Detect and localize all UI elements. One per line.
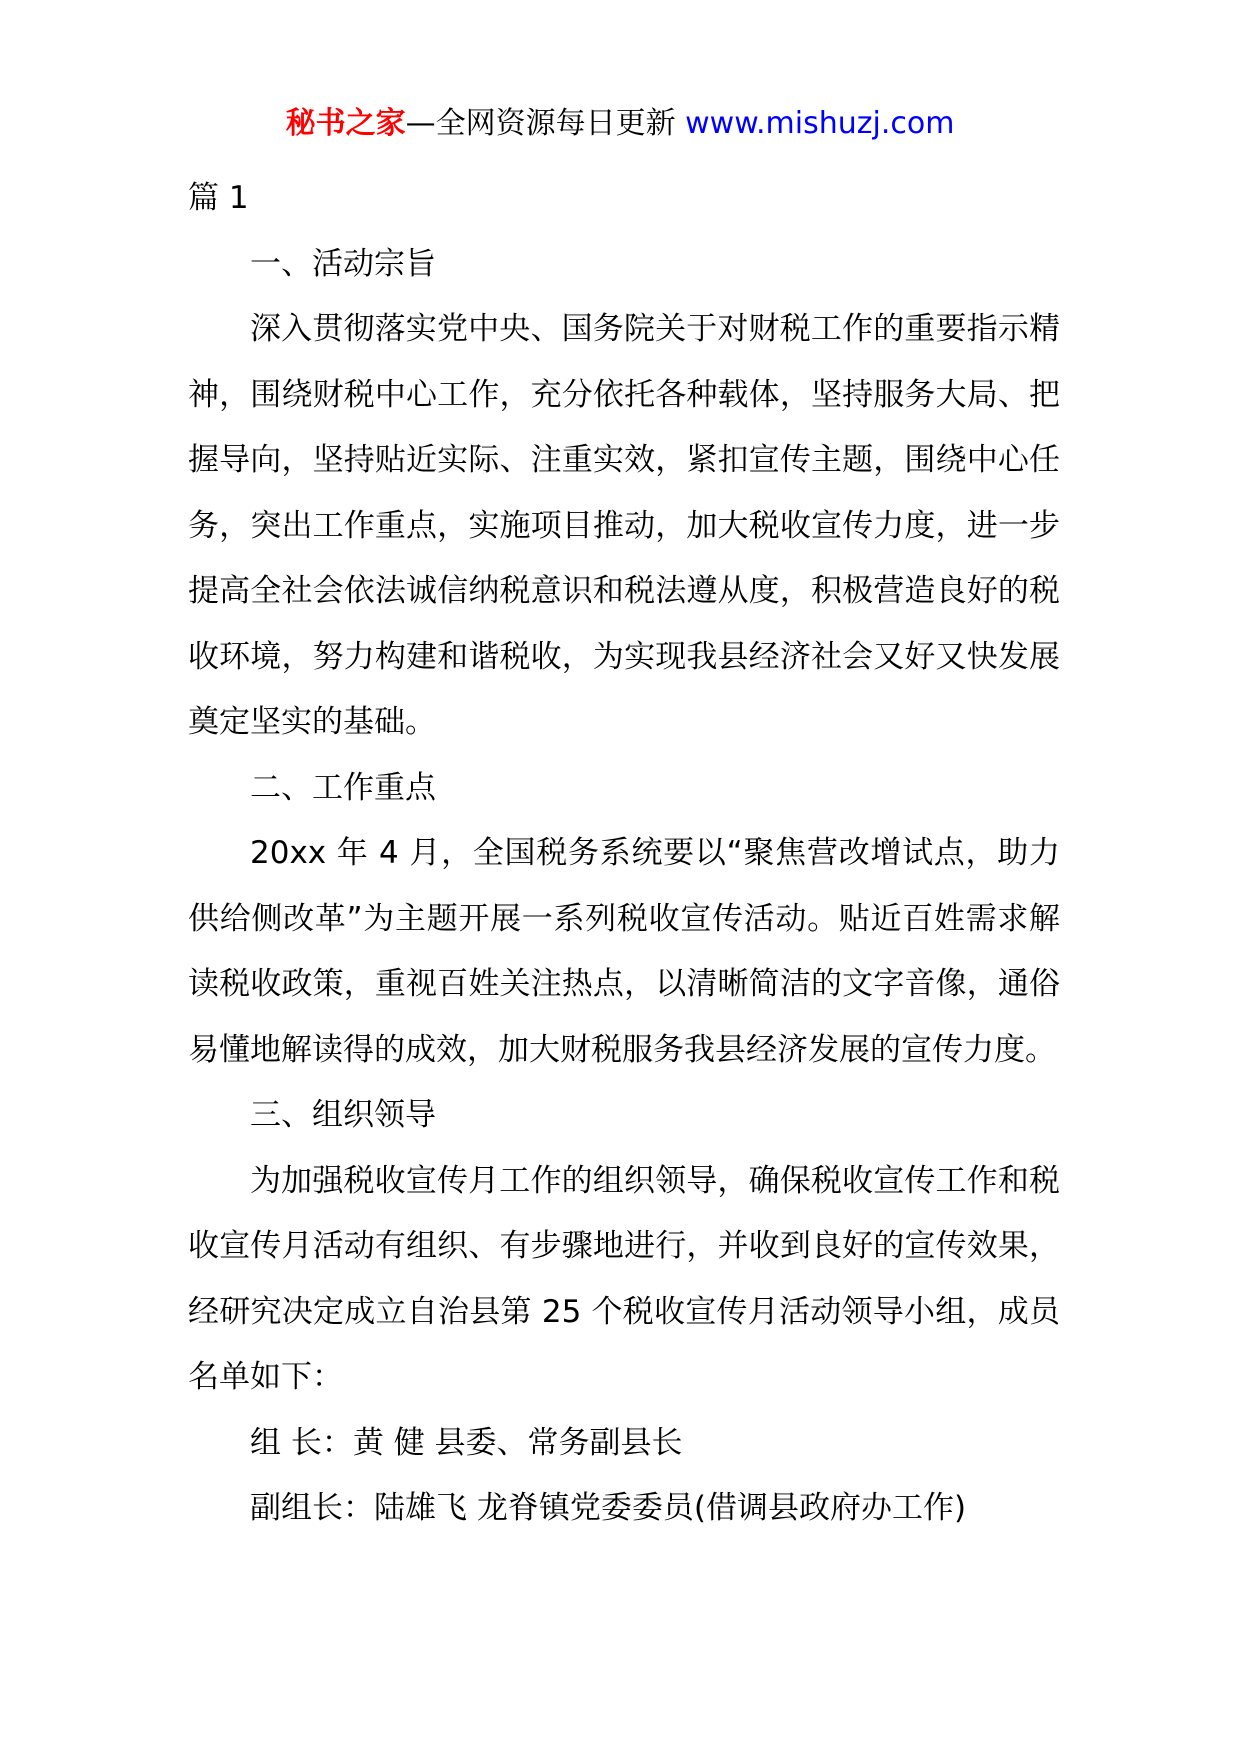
section-heading-leadership: 三、组织领导	[250, 1097, 436, 1133]
site-url-link[interactable]: www.mishuzj.com	[685, 106, 955, 141]
header-tagline: —全网资源每日更新	[405, 106, 686, 141]
page-header	[0, 104, 1240, 144]
section-paragraph-focus: 20xx 年 4 月，全国税务系统要以“聚焦营改增试点，助力供给侧改革”为主题开展一系列税收宣传活动。贴近百姓需求解读税收政策，重视百姓关注热点，以清晰简洁的文字音像，通俗易懂地解读得的成效，加大财税服务我县经济发展的宣传力度。	[188, 835, 1060, 1068]
deputy-leader-line: 副组长：陆雄飞 龙脊镇党委委员(借调县政府办工作)	[250, 1490, 967, 1526]
leader-line: 组 长：黄 健 县委、常务副县长	[250, 1424, 683, 1461]
section-heading-purpose: 一、活动宗旨	[250, 245, 436, 282]
section-paragraph-leadership: 为加强税收宣传月工作的组织领导，确保税收宣传工作和税收宣传月活动有组织、有步骤地进行，并收到良好的宣传效果，经研究决定成立自治县第 25 个税收宣传月活动领导小组，成员名单如下：	[188, 1162, 1060, 1395]
section-heading-focus: 二、工作重点	[250, 769, 436, 806]
brand-name: 秘书之家	[285, 106, 406, 141]
document-body	[188, 166, 1060, 1542]
document-title: 篇 1	[188, 180, 249, 216]
section-paragraph-purpose: 深入贯彻落实党中央、国务院关于对财税工作的重要指示精神，围绕财税中心工作，充分依托各种载体，坚持服务大局、把握导向，坚持贴近实际、注重实效，紧扣宣传主题，围绕中心任务，突出工作重点，实施项目推动，加大税收宣传力度，进一步提高全社会依法诚信纳税意识和税法遵从度，积极营造良好的税收环境，努力构建和谐税收，为实现我县经济社会又好又快发展奠定坚实的基础。	[188, 311, 1060, 740]
